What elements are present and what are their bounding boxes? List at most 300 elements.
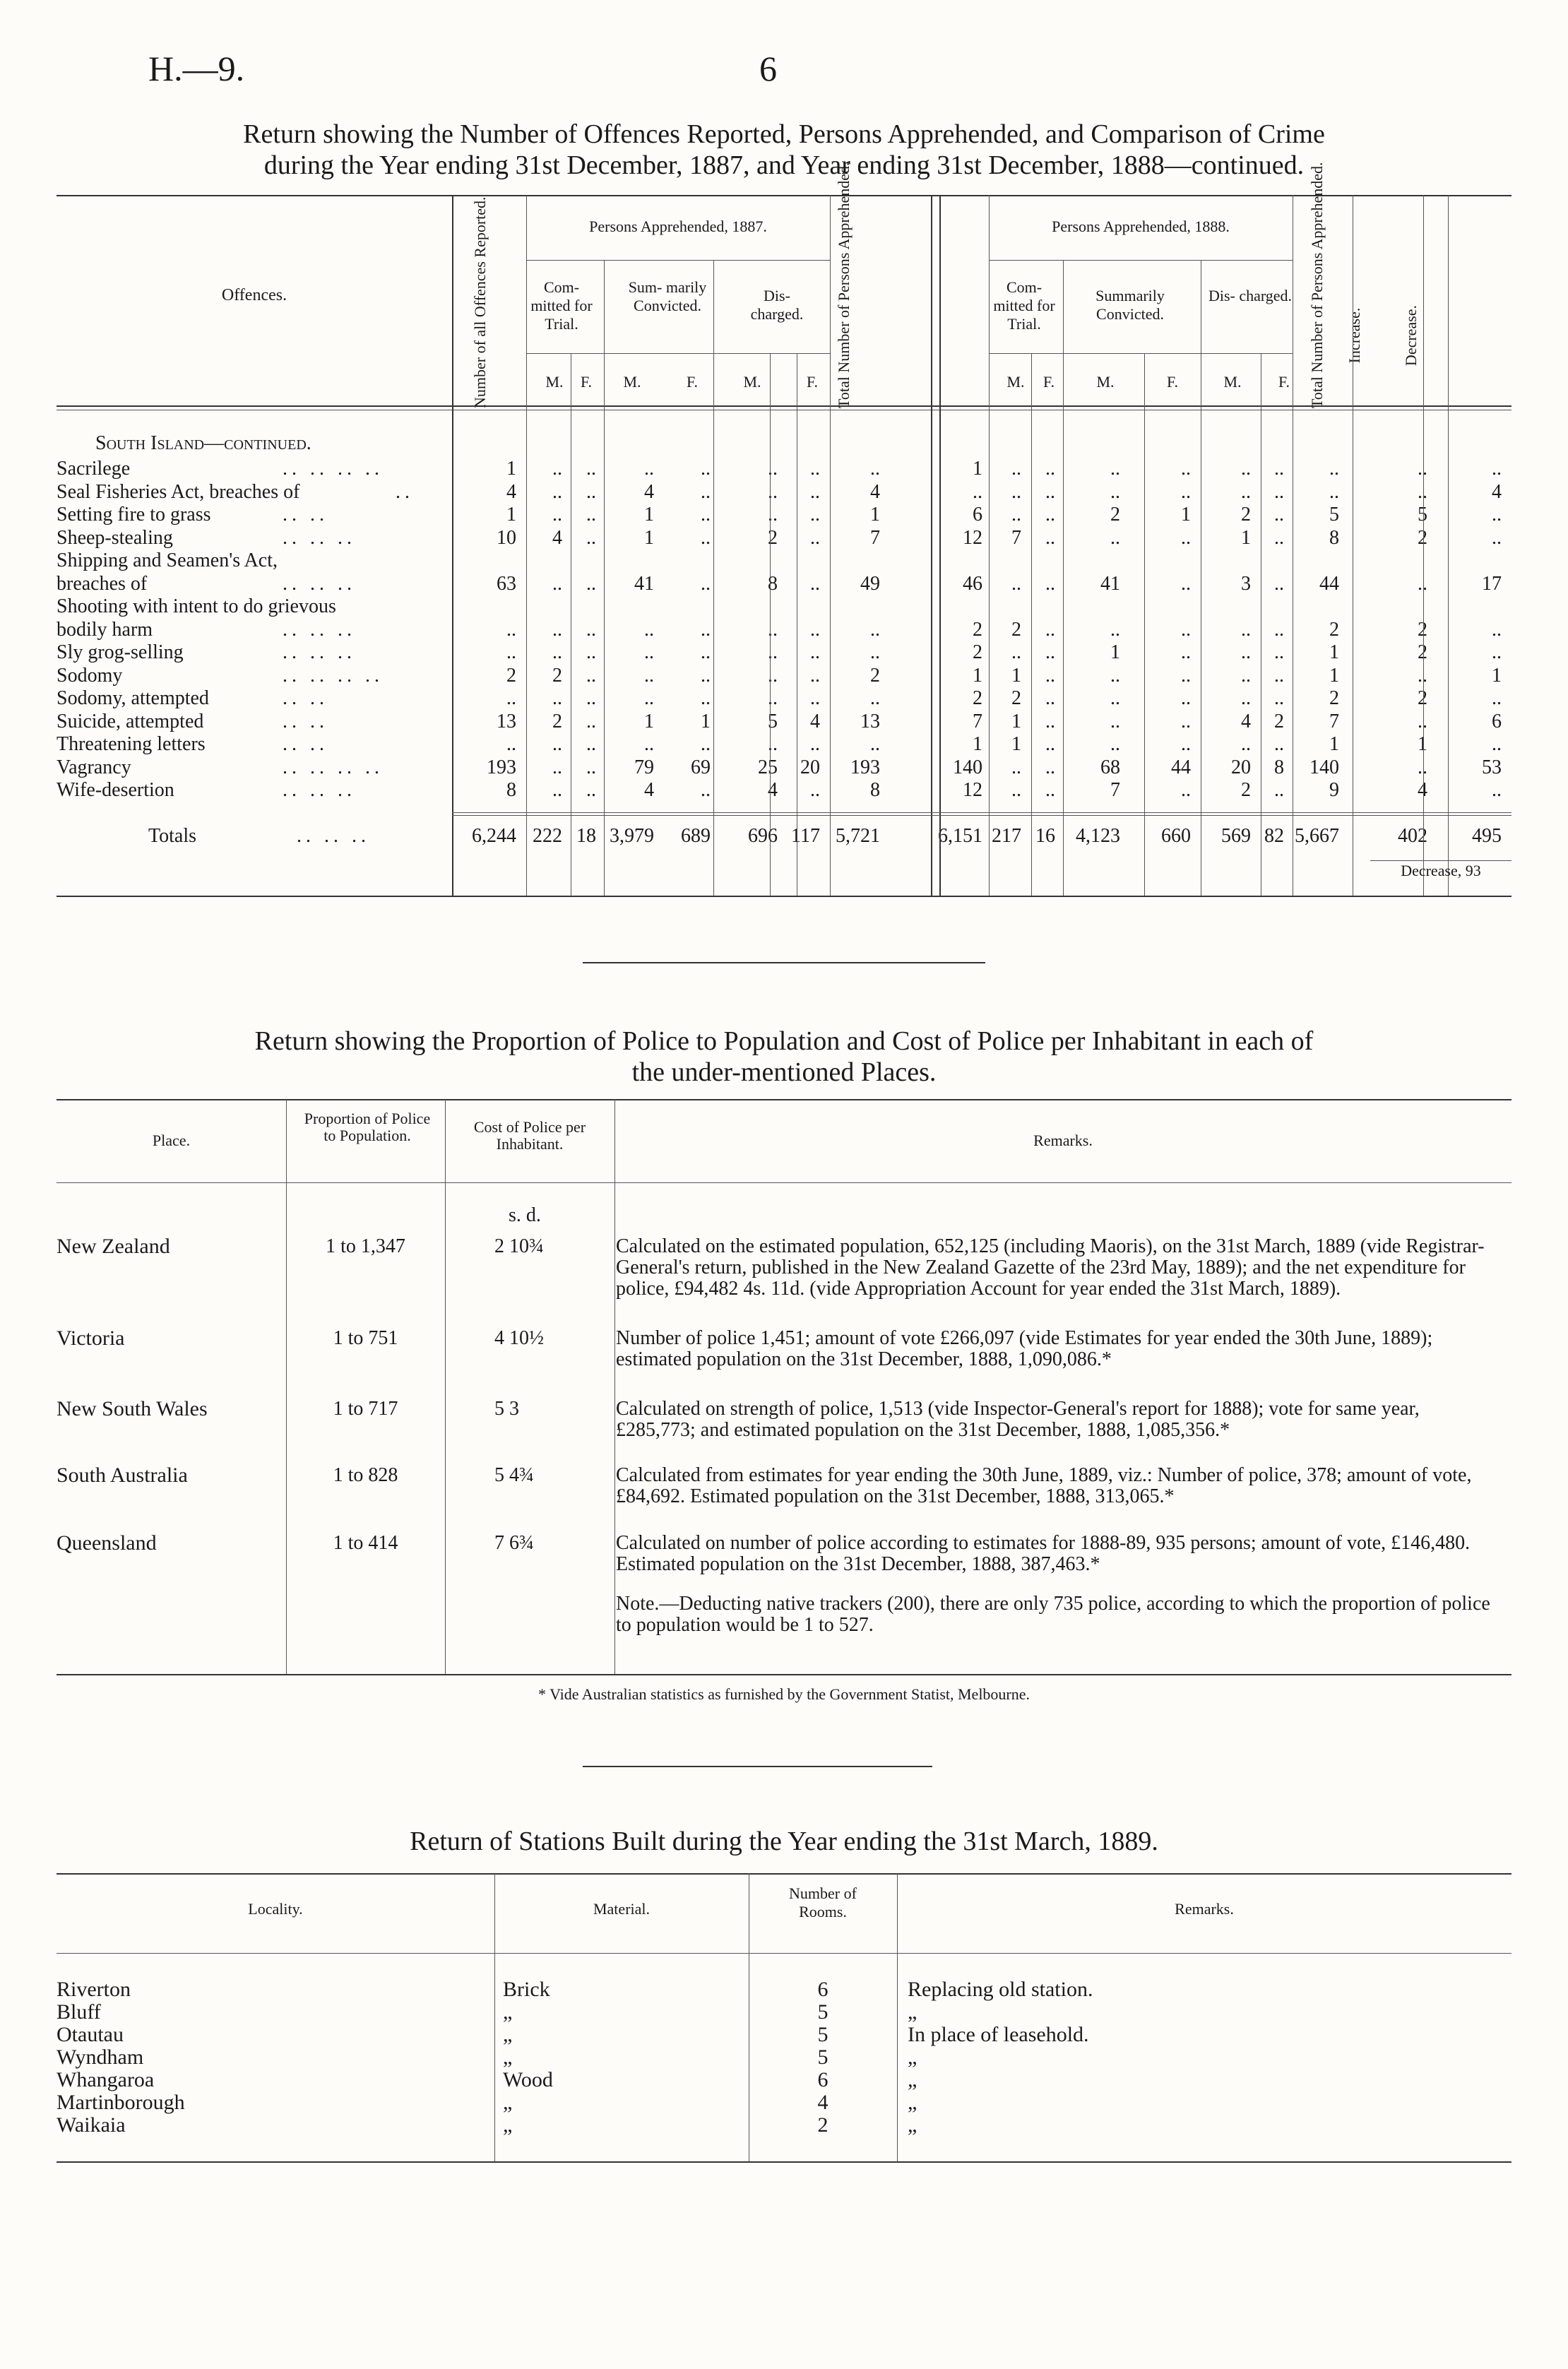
offence-cell: 1 bbox=[506, 458, 516, 480]
offence-cell: .. bbox=[1329, 458, 1339, 480]
police-proportion: 1 to 717 bbox=[333, 1398, 398, 1420]
offence-cell: .. bbox=[768, 458, 778, 480]
offence-cell: 53 bbox=[1482, 756, 1502, 778]
table2-title-line1: Return showing the Proportion of Police to Population and Cost of Police per Inhabitant in each of bbox=[254, 1026, 1314, 1056]
remarks-text: Calculated on the estimated population, 652,125 (including Maoris), on the 31st March, 1889 (vide Registrar-General's return, published in the New Zealand Gazette of the 23rd May, 1889); and the net expenditure for police, £94,482 4s. 11d. (vide Appropriation Account for year ended the 31st March, 1889). bbox=[616, 1235, 1485, 1300]
table3-title: Return of Stations Built during the Year ending the 31st March, 1889. bbox=[410, 1827, 1158, 1856]
header-male: M. bbox=[1096, 373, 1115, 391]
station-locality: Waikaia bbox=[57, 2113, 126, 2137]
cost-per-inhabitant: 7 6¾ bbox=[494, 1532, 534, 1554]
police-proportion: 1 to 1,347 bbox=[326, 1235, 405, 1257]
header-male: M. bbox=[743, 373, 761, 391]
offence-cell: .. bbox=[870, 619, 880, 641]
offence-cell: 69 bbox=[691, 756, 711, 778]
header-material: Material. bbox=[593, 1900, 651, 1918]
station-remarks: „ bbox=[908, 2091, 917, 2114]
offence-cell: 7 bbox=[1110, 779, 1120, 801]
station-rooms: 6 bbox=[817, 1978, 828, 2001]
remarks-text: Calculated on strength of police, 1,513 (vide Inspector-General's report for 1888); vote for same year, £285,773; and estimated population on the 31st December, 1888, 1,085,356.* bbox=[616, 1398, 1420, 1441]
offence-cell: 1 bbox=[1418, 733, 1427, 755]
offence-cell: .. bbox=[1110, 619, 1120, 641]
offence-cell: 140 bbox=[1309, 756, 1339, 778]
offence-label: Wife-desertion bbox=[57, 779, 174, 801]
offence-cell: .. bbox=[1492, 641, 1502, 663]
offence-cell: .. bbox=[701, 527, 711, 549]
header-female: F. bbox=[687, 373, 698, 391]
offence-cell: 3 bbox=[1241, 573, 1251, 595]
totals-cell: 660 bbox=[1161, 825, 1191, 847]
offence-cell: .. bbox=[644, 641, 654, 663]
offence-cell: .. bbox=[870, 687, 880, 709]
station-remarks: „ bbox=[908, 2068, 917, 2091]
offence-cell: 4 bbox=[1418, 779, 1427, 801]
offence-cell: .. bbox=[552, 504, 562, 526]
offence-cell: 4 bbox=[1241, 711, 1251, 732]
cost-units: s. d. bbox=[509, 1204, 541, 1226]
totals-cell: 696 bbox=[748, 825, 778, 847]
offence-cell: .. bbox=[1045, 481, 1055, 503]
offence-cell: .. bbox=[1492, 687, 1502, 709]
totals-cell: 16 bbox=[1035, 825, 1055, 847]
cost-per-inhabitant: 5 4¾ bbox=[494, 1464, 534, 1486]
leader-dots: .. .. .. .. bbox=[283, 458, 384, 480]
offence-cell: .. bbox=[1274, 458, 1284, 480]
offence-cell: .. bbox=[1045, 458, 1055, 480]
header-locality: Locality. bbox=[248, 1900, 303, 1918]
offence-cell: 8 bbox=[1274, 756, 1284, 778]
offence-cell: .. bbox=[1274, 619, 1284, 641]
header-apprehended-1887: Persons Apprehended, 1887. bbox=[589, 218, 767, 235]
offence-cell: 2 bbox=[768, 527, 778, 549]
offence-cell: .. bbox=[552, 481, 562, 503]
offence-cell: 2 bbox=[870, 665, 880, 687]
offence-label: Sodomy, attempted bbox=[57, 687, 209, 709]
offence-cell: .. bbox=[1011, 481, 1021, 503]
offence-cell: 10 bbox=[497, 527, 516, 549]
offence-cell: 2 bbox=[1418, 619, 1427, 641]
header-rooms: Number of Rooms. bbox=[789, 1884, 857, 1920]
leader-dots: .. .. .. bbox=[283, 527, 356, 549]
offence-cell: 2 bbox=[1241, 779, 1251, 801]
offence-cell: 7 bbox=[1329, 711, 1339, 732]
offence-cell: 1 bbox=[1329, 733, 1339, 755]
offence-cell: .. bbox=[586, 504, 596, 526]
station-remarks: „ bbox=[908, 2113, 917, 2137]
station-material: „ bbox=[503, 2000, 513, 2024]
leader-dots: .. .. bbox=[283, 711, 328, 732]
section-heading: South Island—continued. bbox=[95, 432, 311, 454]
offence-cell: .. bbox=[1418, 711, 1427, 732]
place-name: Victoria bbox=[57, 1326, 125, 1350]
offence-label: Setting fire to grass bbox=[57, 504, 211, 526]
header-male: M. bbox=[545, 373, 564, 391]
offence-cell: 7 bbox=[870, 527, 880, 549]
offence-cell: 2 bbox=[1329, 619, 1339, 641]
station-locality: Whangaroa bbox=[57, 2068, 155, 2091]
station-locality: Bluff bbox=[57, 2000, 101, 2024]
offence-cell: .. bbox=[1110, 458, 1120, 480]
table2-title-line2: the under-mentioned Places. bbox=[631, 1057, 937, 1087]
totals-label: Totals bbox=[148, 825, 197, 847]
offence-cell: .. bbox=[1492, 733, 1502, 755]
offence-cell: .. bbox=[552, 573, 562, 595]
offence-cell: 2 bbox=[506, 665, 516, 687]
header-increase: Increase. bbox=[1346, 307, 1363, 364]
offence-cell: 2 bbox=[1241, 504, 1251, 526]
offence-cell: 9 bbox=[1329, 779, 1339, 801]
header-female: F. bbox=[581, 373, 592, 391]
offence-cell: .. bbox=[1181, 687, 1191, 709]
offence-cell: .. bbox=[552, 619, 562, 641]
header-female: F. bbox=[807, 373, 818, 391]
offence-cell: .. bbox=[1045, 687, 1055, 709]
offence-cell: 46 bbox=[963, 573, 982, 595]
offence-cell: .. bbox=[586, 527, 596, 549]
offence-cell: 1 bbox=[644, 504, 654, 526]
leader-dots: .. .. bbox=[283, 733, 328, 755]
offence-cell: .. bbox=[586, 665, 596, 687]
offence-cell: .. bbox=[586, 733, 596, 755]
offence-label: bodily harm bbox=[57, 619, 153, 641]
offence-cell: .. bbox=[870, 641, 880, 663]
leader-dots: .. .. bbox=[283, 687, 328, 709]
offence-cell: .. bbox=[701, 504, 711, 526]
leader-dots: .. .. .. .. bbox=[283, 665, 384, 687]
offence-cell: .. bbox=[586, 756, 596, 778]
offence-cell: 140 bbox=[953, 756, 982, 778]
offence-cell: 12 bbox=[963, 779, 982, 801]
offence-cell: .. bbox=[768, 733, 778, 755]
station-material: „ bbox=[503, 2113, 513, 2137]
station-locality: Martinborough bbox=[57, 2091, 185, 2114]
offence-cell: .. bbox=[701, 733, 711, 755]
offence-cell: 25 bbox=[758, 756, 778, 778]
offence-cell: .. bbox=[506, 641, 516, 663]
leader-dots: .. .. .. bbox=[283, 573, 356, 595]
offence-cell: .. bbox=[768, 687, 778, 709]
offence-cell: .. bbox=[1274, 504, 1284, 526]
offence-cell: .. bbox=[973, 481, 982, 503]
offence-cell: 1 bbox=[1329, 641, 1339, 663]
header-apprehended-1888: Persons Apprehended, 1888. bbox=[1052, 218, 1230, 235]
place-name: South Australia bbox=[57, 1463, 188, 1487]
offence-cell: .. bbox=[586, 481, 596, 503]
offence-cell: 44 bbox=[1171, 756, 1191, 778]
offence-label: Sodomy bbox=[57, 665, 123, 687]
header-reported-1888 bbox=[937, 210, 977, 408]
totals-cell: 6,244 bbox=[472, 825, 516, 847]
station-material: Wood bbox=[503, 2068, 553, 2091]
header-remarks: Remarks. bbox=[1033, 1132, 1093, 1149]
offence-cell: .. bbox=[1045, 665, 1055, 687]
offence-cell: .. bbox=[701, 573, 711, 595]
police-proportion: 1 to 751 bbox=[333, 1327, 398, 1349]
header-summarily-1888: Summarily Convicted. bbox=[1095, 287, 1165, 323]
offence-cell: 2 bbox=[973, 687, 982, 709]
offence-cell: 4 bbox=[768, 779, 778, 801]
offence-cell: 1 bbox=[1011, 733, 1021, 755]
totals-cell: 6,151 bbox=[938, 825, 982, 847]
offence-cell: .. bbox=[1045, 619, 1055, 641]
offence-cell: 8 bbox=[506, 779, 516, 801]
offence-cell: .. bbox=[1418, 665, 1427, 687]
offence-cell: .. bbox=[644, 687, 654, 709]
offence-cell: .. bbox=[810, 527, 820, 549]
offence-cell: .. bbox=[1274, 779, 1284, 801]
station-material: „ bbox=[503, 2046, 513, 2069]
offence-cell: 1 bbox=[870, 504, 880, 526]
note: Note.—Deducting native trackers (200), there are only 735 police, according to which the proportion of police to population would be 1 to 527. bbox=[616, 1593, 1490, 1636]
totals-cell: 689 bbox=[681, 825, 711, 847]
offence-cell: .. bbox=[1274, 481, 1284, 503]
offence-cell: .. bbox=[1011, 756, 1021, 778]
footnote: * Vide Australian statistics as furnished by the Government Statist, Melbourne. bbox=[537, 1685, 1031, 1703]
leader-dots: .. bbox=[396, 481, 414, 503]
offence-cell: .. bbox=[1274, 687, 1284, 709]
offence-cell: .. bbox=[586, 711, 596, 732]
offence-cell: 1 bbox=[1329, 665, 1339, 687]
table1-title-line2: during the Year ending 31st December, 1887, and Year ending 31st December, 1888—continued. bbox=[263, 150, 1305, 180]
offence-cell: .. bbox=[1011, 458, 1021, 480]
offence-cell: .. bbox=[586, 687, 596, 709]
offence-cell: .. bbox=[1492, 779, 1502, 801]
offence-cell: 2 bbox=[1418, 641, 1427, 663]
header-male: M. bbox=[1006, 373, 1025, 391]
offence-cell: .. bbox=[506, 619, 516, 641]
offence-cell: 2 bbox=[1418, 687, 1427, 709]
totals-cell: 18 bbox=[576, 825, 596, 847]
offence-cell: 12 bbox=[963, 527, 982, 549]
offence-cell: 193 bbox=[487, 756, 516, 778]
offence-cell: 2 bbox=[1011, 687, 1021, 709]
offence-cell: .. bbox=[506, 733, 516, 755]
offence-cell: 2 bbox=[1274, 711, 1284, 732]
offence-cell: .. bbox=[1181, 573, 1191, 595]
offence-cell: .. bbox=[768, 504, 778, 526]
leader-dots: .. .. .. bbox=[283, 619, 356, 641]
offence-cell: 5 bbox=[768, 711, 778, 732]
offence-cell: 2 bbox=[552, 665, 562, 687]
header-committed-1887: Com- mitted for Trial. bbox=[530, 278, 593, 333]
totals-cell: 117 bbox=[791, 825, 820, 847]
cost-per-inhabitant: 2 10¾ bbox=[494, 1235, 544, 1257]
header-total-1888: Total Number of Persons Apprehended. bbox=[1308, 162, 1326, 408]
offence-cell: 4 bbox=[810, 711, 820, 732]
station-remarks: „ bbox=[908, 2046, 917, 2069]
offence-cell: 1 bbox=[1492, 665, 1502, 687]
offence-cell: .. bbox=[1110, 711, 1120, 732]
station-rooms: 2 bbox=[817, 2113, 828, 2137]
offence-cell: .. bbox=[1110, 687, 1120, 709]
header-cost: Cost of Police per Inhabitant. bbox=[473, 1118, 586, 1153]
offence-cell: 41 bbox=[634, 573, 654, 595]
offence-cell: 41 bbox=[1100, 573, 1120, 595]
offence-cell: 6 bbox=[1492, 711, 1502, 732]
offence-cell: .. bbox=[506, 687, 516, 709]
offence-cell: .. bbox=[586, 641, 596, 663]
offence-cell: .. bbox=[768, 619, 778, 641]
offence-cell: 5 bbox=[1418, 504, 1427, 526]
offence-cell: .. bbox=[586, 619, 596, 641]
header-committed-1888: Com- mitted for Trial. bbox=[993, 278, 1055, 333]
station-locality: Riverton bbox=[57, 1978, 131, 2001]
place-name: Queensland bbox=[57, 1531, 157, 1555]
offence-cell: 1 bbox=[1011, 665, 1021, 687]
station-locality: Wyndham bbox=[57, 2046, 144, 2069]
offence-cell: .. bbox=[552, 458, 562, 480]
offence-cell: .. bbox=[552, 687, 562, 709]
offence-cell: 5 bbox=[1329, 504, 1339, 526]
header-offences: Offences. bbox=[221, 286, 287, 304]
offence-cell: .. bbox=[1045, 527, 1055, 549]
offence-cell: .. bbox=[552, 779, 562, 801]
offence-cell: 4 bbox=[644, 481, 654, 503]
offence-cell: 2 bbox=[973, 619, 982, 641]
offence-cell: 7 bbox=[1011, 527, 1021, 549]
offence-cell: .. bbox=[1241, 641, 1251, 663]
offence-cell: .. bbox=[1492, 527, 1502, 549]
offence-cell: .. bbox=[701, 641, 711, 663]
offence-cell: 7 bbox=[973, 711, 982, 732]
offence-cell: .. bbox=[1181, 619, 1191, 641]
offence-cell: .. bbox=[1011, 779, 1021, 801]
offence-cell: .. bbox=[1181, 733, 1191, 755]
offence-cell: 2 bbox=[973, 641, 982, 663]
offence-cell: .. bbox=[810, 687, 820, 709]
header-reported-1887: Number of all Offences Reported. bbox=[471, 196, 489, 408]
offence-cell: .. bbox=[810, 779, 820, 801]
offence-cell: .. bbox=[1274, 733, 1284, 755]
offence-cell: .. bbox=[586, 458, 596, 480]
offence-label: Vagrancy bbox=[57, 756, 131, 778]
offence-cell: 1 bbox=[1011, 711, 1021, 732]
offence-cell: .. bbox=[552, 756, 562, 778]
offence-cell: .. bbox=[1418, 481, 1427, 503]
station-material: Brick bbox=[503, 1978, 550, 2001]
offence-cell: .. bbox=[1011, 504, 1021, 526]
header-proportion: Proportion of Police to Population. bbox=[304, 1110, 431, 1144]
police-proportion: 1 to 414 bbox=[333, 1532, 398, 1554]
offence-label: Seal Fisheries Act, breaches of bbox=[57, 481, 300, 503]
offence-cell: 13 bbox=[860, 711, 880, 732]
offence-cell: 68 bbox=[1100, 756, 1120, 778]
offence-cell: .. bbox=[1492, 619, 1502, 641]
offence-label: Sly grog-selling bbox=[57, 641, 184, 663]
station-remarks: In place of leasehold. bbox=[908, 2023, 1089, 2046]
offence-cell: .. bbox=[810, 619, 820, 641]
place-name: New Zealand bbox=[57, 1235, 170, 1258]
header-male: M. bbox=[1223, 373, 1242, 391]
offence-cell: .. bbox=[810, 458, 820, 480]
totals-cell: 217 bbox=[992, 825, 1021, 847]
offence-cell: 8 bbox=[1329, 527, 1339, 549]
offence-cell: .. bbox=[1274, 573, 1284, 595]
totals-cell: 3,979 bbox=[610, 825, 654, 847]
offence-cell: .. bbox=[1274, 527, 1284, 549]
offence-cell: 4 bbox=[1492, 481, 1502, 503]
offence-cell: 1 bbox=[1181, 504, 1191, 526]
offence-cell: .. bbox=[644, 458, 654, 480]
offence-cell: 2 bbox=[552, 711, 562, 732]
offence-cell: .. bbox=[810, 504, 820, 526]
offence-cell: 2 bbox=[1011, 619, 1021, 641]
offence-cell: .. bbox=[1181, 527, 1191, 549]
header-place: Place. bbox=[152, 1132, 191, 1149]
offence-cell: .. bbox=[1045, 573, 1055, 595]
offence-cell: 1 bbox=[973, 665, 982, 687]
cost-per-inhabitant: 5 3 bbox=[494, 1398, 519, 1420]
offence-cell: .. bbox=[1045, 504, 1055, 526]
offence-label: Shipping and Seamen's Act, bbox=[57, 550, 278, 571]
offence-cell: .. bbox=[1241, 665, 1251, 687]
offence-cell: .. bbox=[1329, 481, 1339, 503]
header-male: M. bbox=[623, 373, 641, 391]
offence-cell: .. bbox=[1181, 641, 1191, 663]
totals-cell: 222 bbox=[533, 825, 562, 847]
header-decrease: Decrease. bbox=[1402, 304, 1420, 367]
offence-cell: .. bbox=[1241, 481, 1251, 503]
totals-cell: 82 bbox=[1264, 825, 1284, 847]
station-material: „ bbox=[503, 2091, 513, 2114]
page-number: 6 bbox=[759, 49, 777, 88]
offence-cell: 20 bbox=[1231, 756, 1251, 778]
offence-label: Suicide, attempted bbox=[57, 711, 204, 732]
offence-cell: 13 bbox=[497, 711, 516, 732]
offence-label: Sheep-stealing bbox=[57, 527, 173, 549]
station-remarks: Replacing old station. bbox=[908, 1978, 1093, 2001]
header-female: F. bbox=[1167, 373, 1178, 391]
offence-cell: .. bbox=[644, 665, 654, 687]
offence-cell: .. bbox=[1181, 779, 1191, 801]
offence-cell: 4 bbox=[552, 527, 562, 549]
offence-cell: .. bbox=[701, 665, 711, 687]
offence-cell: .. bbox=[1418, 756, 1427, 778]
offence-cell: 8 bbox=[870, 779, 880, 801]
offence-cell: .. bbox=[1181, 711, 1191, 732]
offence-cell: .. bbox=[1110, 481, 1120, 503]
station-rooms: 5 bbox=[817, 2023, 828, 2046]
offence-cell: .. bbox=[1418, 573, 1427, 595]
offence-cell: .. bbox=[1241, 733, 1251, 755]
offence-cell: 193 bbox=[850, 756, 880, 778]
offence-label: Shooting with intent to do grievous bbox=[57, 595, 336, 617]
police-proportion: 1 to 828 bbox=[333, 1464, 398, 1486]
offence-cell: 1 bbox=[973, 733, 982, 755]
offence-cell: 8 bbox=[768, 573, 778, 595]
offence-cell: .. bbox=[1045, 641, 1055, 663]
offence-cell: .. bbox=[810, 665, 820, 687]
offence-cell: .. bbox=[1045, 756, 1055, 778]
leader-dots: .. .. .. bbox=[283, 641, 356, 663]
net-decrease: Decrease, 93 bbox=[1401, 862, 1481, 879]
offence-cell: .. bbox=[552, 641, 562, 663]
header-discharged-1887: Dis- charged. bbox=[750, 287, 804, 323]
offence-cell: .. bbox=[644, 619, 654, 641]
offence-cell: .. bbox=[1011, 573, 1021, 595]
offence-cell: .. bbox=[1274, 641, 1284, 663]
table1-title-line1: Return showing the Number of Offences Reported, Persons Apprehended, and Comparison of Crime bbox=[243, 119, 1325, 149]
header-total-1887: Total Number of Persons Apprehended. bbox=[835, 162, 853, 408]
leader-dots: .. .. bbox=[283, 504, 328, 526]
totals-cell: 5,721 bbox=[836, 825, 880, 847]
totals-cell: 4,123 bbox=[1076, 825, 1120, 847]
offence-cell: .. bbox=[1045, 779, 1055, 801]
offence-cell: .. bbox=[1492, 458, 1502, 480]
leader-dots: .. .. .. bbox=[283, 779, 356, 801]
leader-dots: .. .. .. .. bbox=[283, 756, 384, 778]
totals-cell: 5,667 bbox=[1295, 825, 1339, 847]
totals-cell: 569 bbox=[1221, 825, 1251, 847]
